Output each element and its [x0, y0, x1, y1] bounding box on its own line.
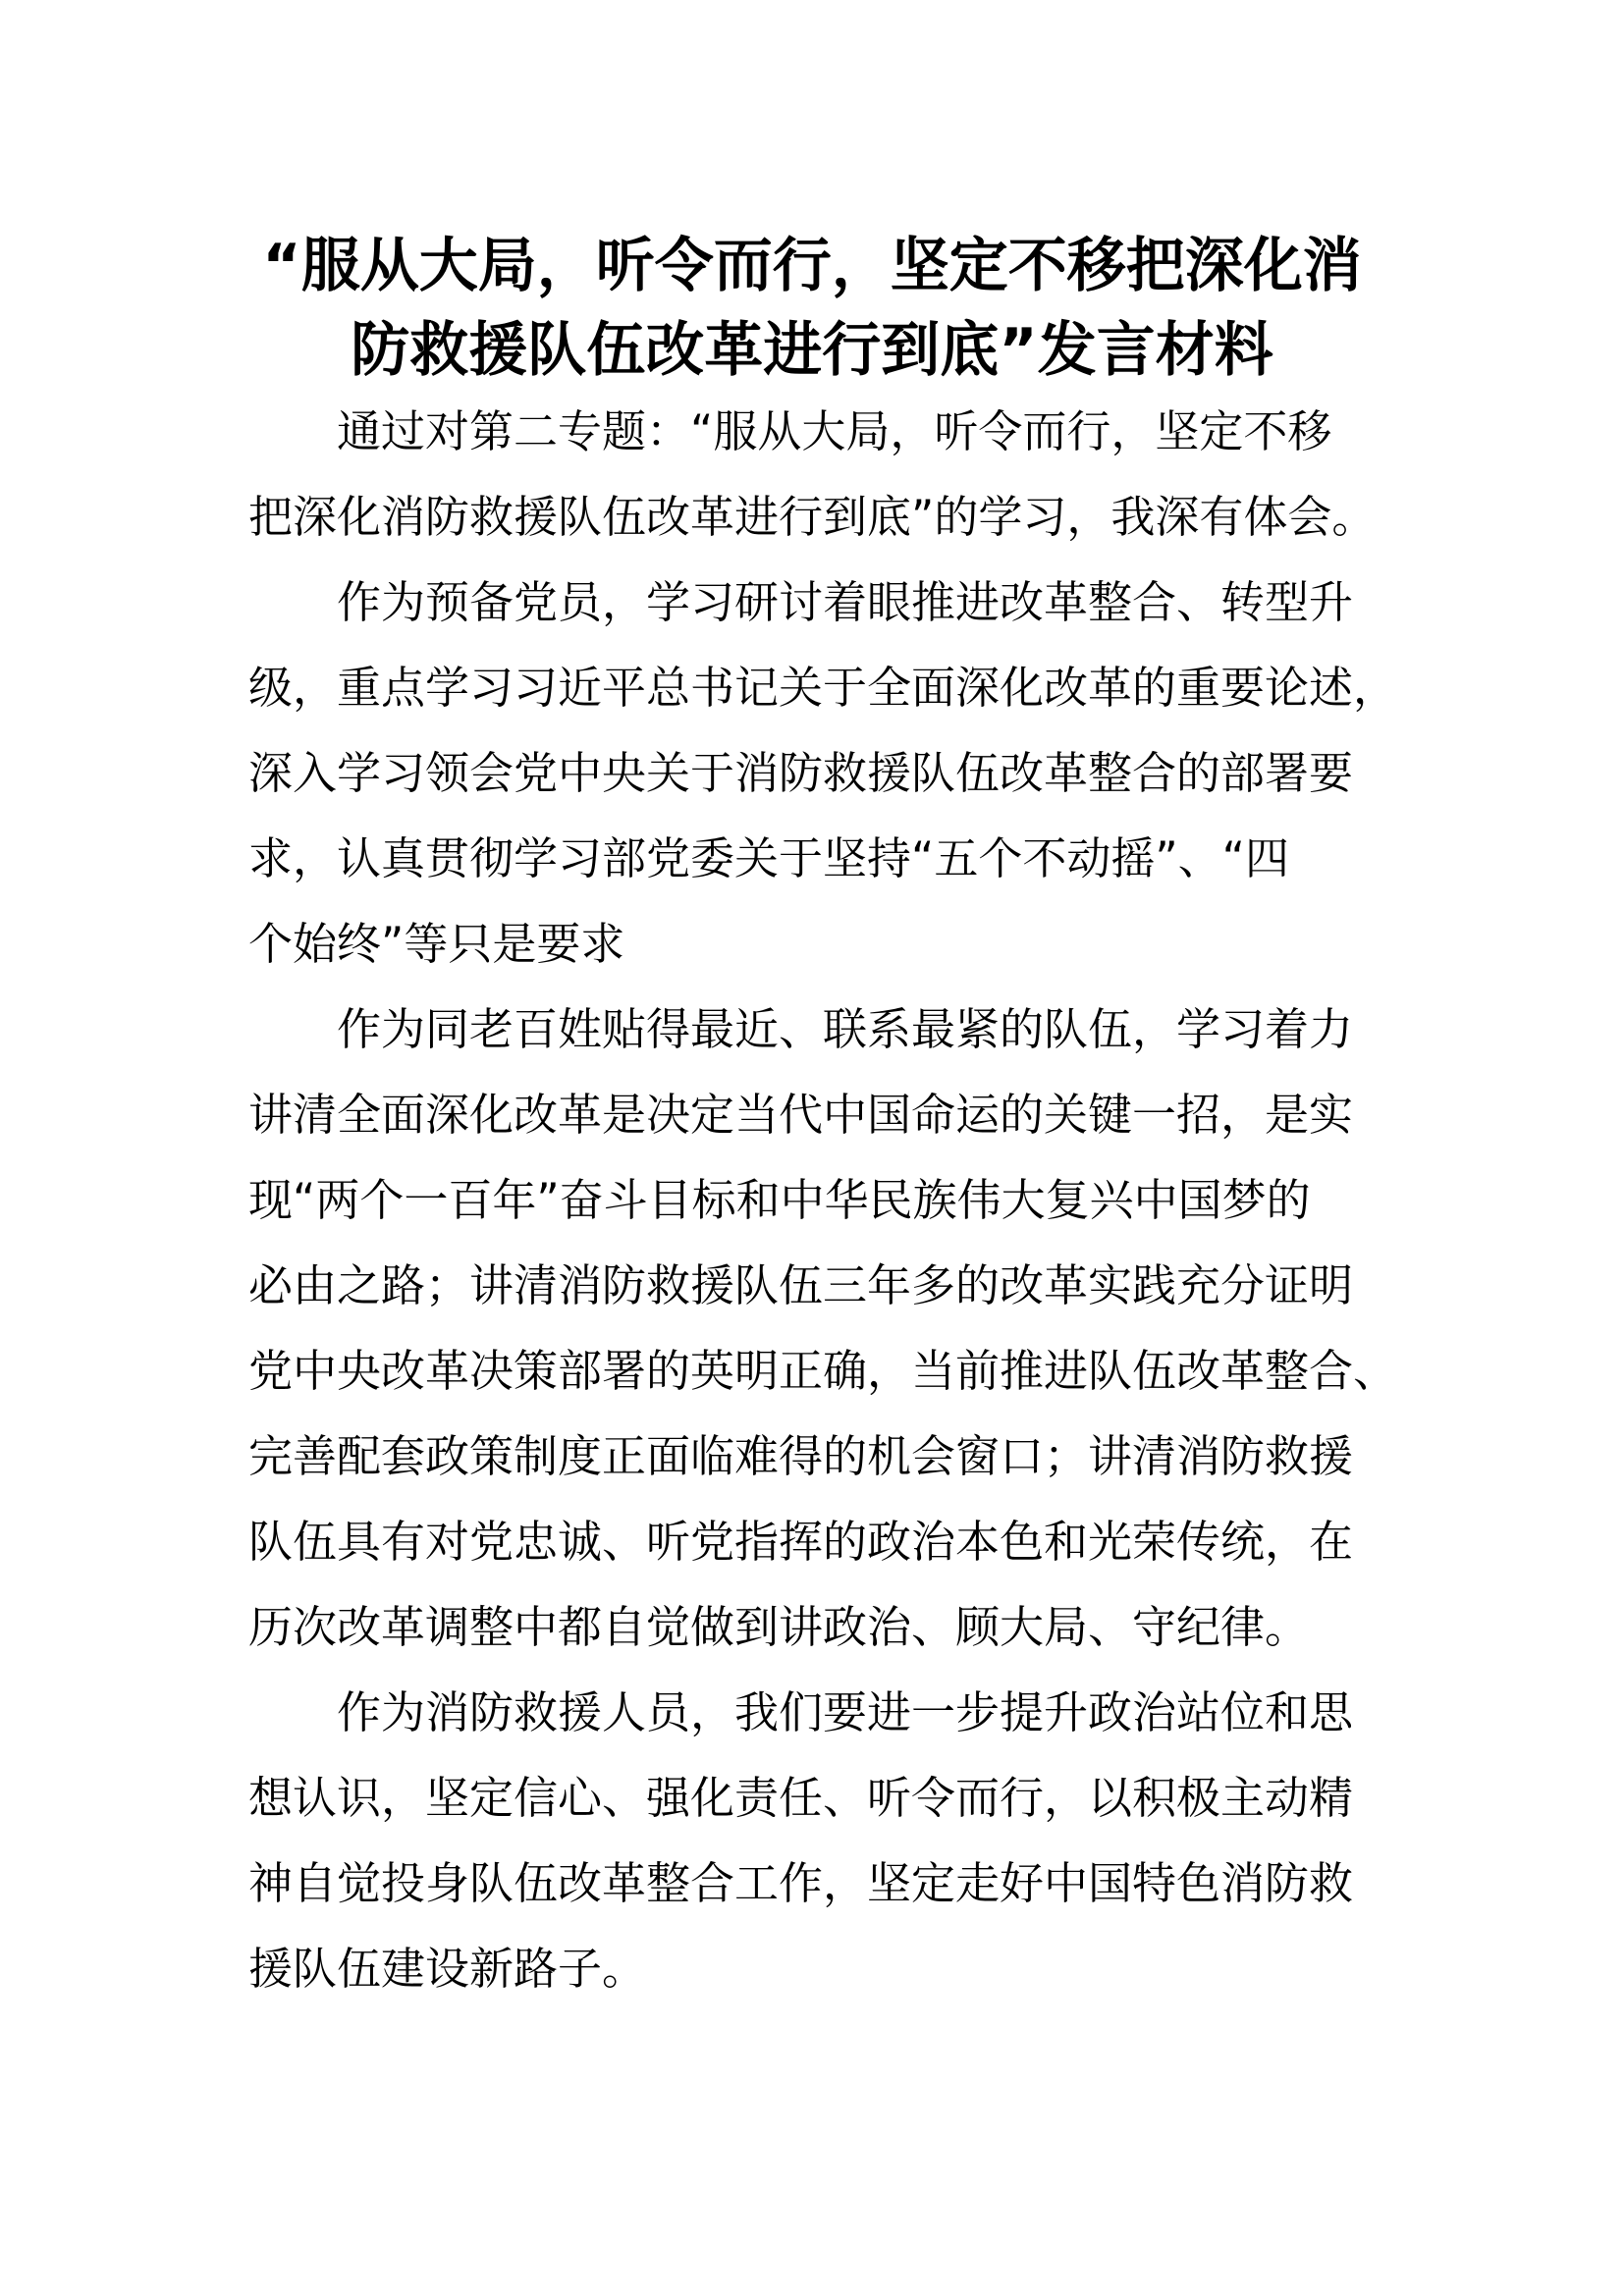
- paragraph-line: 作为消防救援人员，我们要进一步提升政治站位和思: [337, 1686, 1354, 1738]
- paragraph-line: 把深化消防救援队伍改革进行到底”的学习，我深有体会。: [248, 491, 1377, 543]
- paragraph-line: 队伍具有对党忠诚、听党指挥的政治本色和光荣传统，在: [248, 1516, 1354, 1568]
- paragraph: [248, 389, 1387, 560]
- paragraph: [248, 560, 1398, 987]
- paragraph-line: 级，重点学习习近平总书记关于全面深化改革的重要论述，: [248, 662, 1398, 714]
- paragraph: [248, 1670, 1387, 2011]
- paragraph-line: 求，认真贯彻学习部党委关于坚持“五个不动摇”、“四: [248, 832, 1289, 884]
- document-body: [248, 389, 1398, 2011]
- title-line: 防救援队伍改革进行到底”发言材料: [351, 316, 1273, 385]
- paragraph-line: 党中央改革决策部署的英明正确，当前推进队伍改革整合、: [248, 1345, 1398, 1397]
- paragraph-line: 完善配套政策制度正面临难得的机会窗口；讲清消防救援: [248, 1430, 1354, 1482]
- paragraph-line: 援队伍建设新路子。: [248, 1943, 647, 1995]
- paragraph-line: 现“两个一百年”奋斗目标和中华民族伟大复兴中国梦的: [248, 1174, 1311, 1226]
- paragraph-line: 个始终”等只是要求: [248, 918, 625, 970]
- paragraph-line: 作为同老百姓贴得最近、联系最紧的队伍，学习着力: [337, 1003, 1354, 1055]
- paragraph-line: 通过对第二专题：“服从大局，听令而行，坚定不移: [337, 405, 1332, 457]
- paragraph-line: 作为预备党员，学习研讨着眼推进改革整合、转型升: [337, 576, 1354, 628]
- paragraph-line: 想认识，坚定信心、强化责任、听令而行，以积极主动精: [248, 1772, 1354, 1824]
- paragraph-line: 历次改革调整中都自觉做到讲政治、顾大局、守纪律。: [248, 1601, 1310, 1653]
- paragraph: [248, 987, 1398, 1670]
- title-line: “服从大局，听令而行，坚定不移把深化消: [262, 232, 1362, 300]
- paragraph-line: 深入学习领会党中央关于消防救援队伍改革整合的部署要: [248, 747, 1354, 799]
- paragraph-line: 必由之路；讲清消防救援队伍三年多的改革实践充分证明: [248, 1259, 1354, 1311]
- paragraph-line: 讲清全面深化改革是决定当代中国命运的关键一招，是实: [248, 1089, 1354, 1141]
- document-title: [196, 224, 1428, 393]
- paragraph-line: 神自觉投身队伍改革整合工作，坚定走好中国特色消防救: [248, 1857, 1354, 1909]
